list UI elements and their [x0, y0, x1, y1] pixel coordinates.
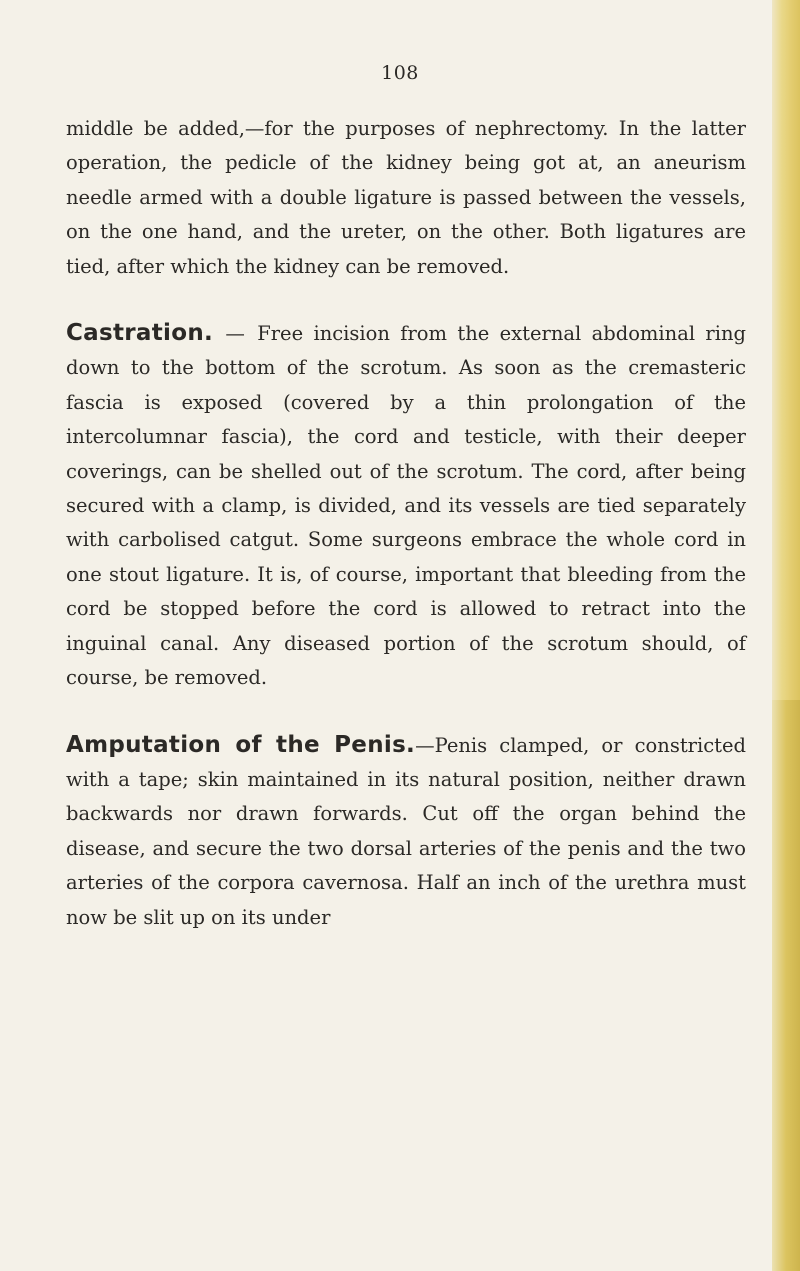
section-heading-amputation-penis: Amputation of the Penis.: [66, 731, 416, 758]
section-castration: [66, 316, 746, 695]
page-edge-shadow: [772, 700, 800, 1271]
section-amputation-penis: [66, 728, 746, 935]
section-body-castration: Free incision from the external abdominal ring down to the bottom of the scrotum. As soon as the cremasteric fascia is exposed (covered by a thin prolongation of the intercolumnar fascia), the cord and testicle, with their deeper coverings, can be shelled out of the scrotum. The cord, after being secured with a clamp, is divided, and its vessels are tied separately with carbolised catgut. Some surgeons embrace the whole cord in one stout ligature. It is, of course, important that bleeding from the cord be stopped before the cord is allowed to retract into the inguinal canal. Any diseased portion of the scrotum should, of course, be removed.: [66, 322, 746, 690]
body-text: [66, 112, 746, 935]
heading-separator: —: [215, 322, 256, 346]
section-heading-castration: Castration.: [66, 320, 214, 347]
paragraph-nephrectomy-continued: middle be added,—for the purposes of nephrectomy. In the latter operation, the pedicle of the kidney being got at, an aneurism needle armed with a double ligature is passed between the vessels, on the one hand, and the ureter, on the other. Both ligatures are tied, after which the kidney can be removed.: [66, 117, 746, 278]
heading-separator: —: [415, 733, 435, 757]
section-body-amputation-penis: Penis clamped, or constricted with a tape; skin maintained in its natural position, neither drawn backwards nor drawn forwards. Cut off the organ behind the disease, and secure the two dorsal arteries of the penis and the two arteries of the corpora cavernosa. Half an inch of the urethra must now be slit up on its under: [66, 733, 746, 929]
page-number: 108: [381, 62, 419, 84]
